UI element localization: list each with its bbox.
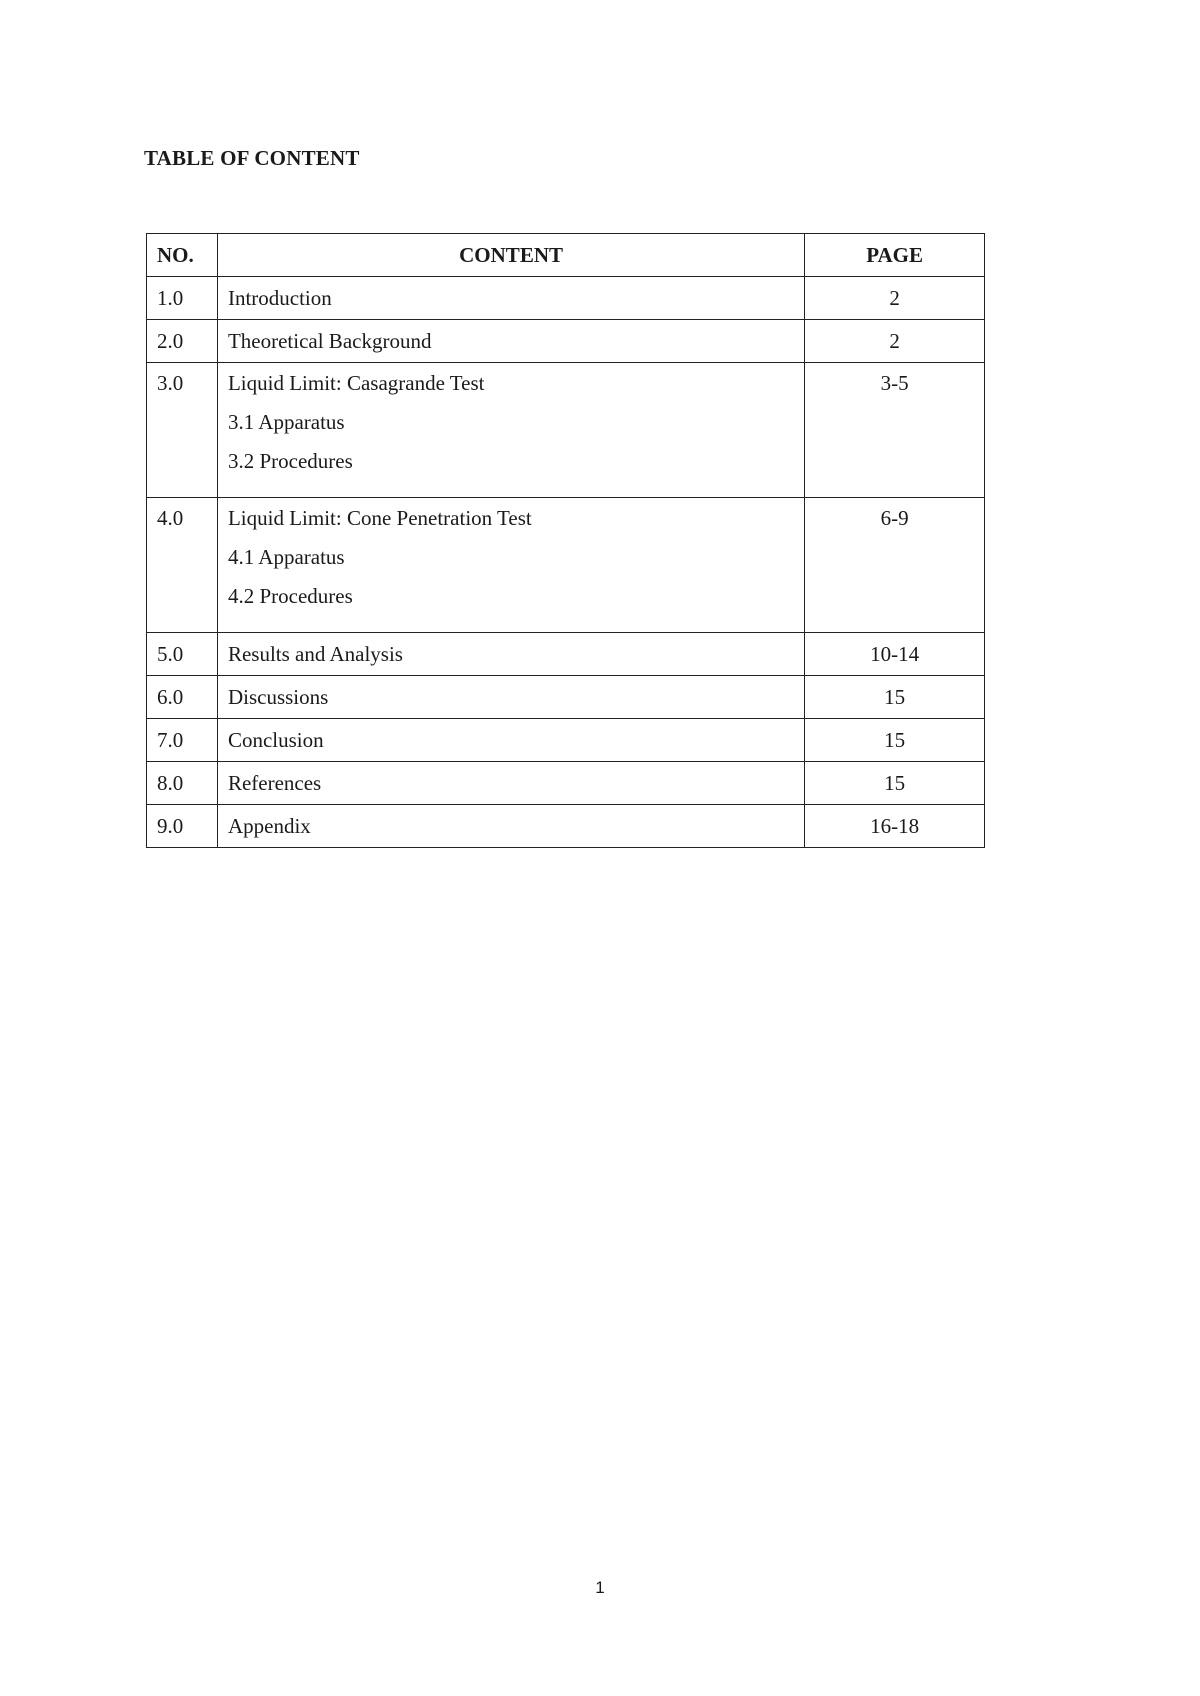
toc-row (147, 762, 985, 805)
toc-table (146, 233, 985, 848)
toc-row (147, 498, 985, 633)
row-content-cell (217, 363, 804, 498)
page-title: TABLE OF CONTENT (144, 146, 360, 170)
row-title: References (217, 762, 804, 805)
row-number: 2.0 (147, 320, 218, 363)
row-title: Conclusion (217, 719, 804, 762)
row-page: 15 (805, 719, 985, 762)
row-page: 2 (805, 320, 985, 363)
row-number: 3.0 (147, 363, 218, 498)
row-page: 15 (805, 676, 985, 719)
row-page: 15 (805, 762, 985, 805)
row-title: Theoretical Background (217, 320, 804, 363)
row-page: 6-9 (805, 498, 985, 633)
header-page: PAGE (805, 234, 985, 277)
row-subsection: 3.1 Apparatus (227, 410, 345, 434)
row-title: Liquid Limit: Cone Penetration Test (227, 506, 532, 530)
row-number: 8.0 (147, 762, 218, 805)
toc-header-row (147, 234, 985, 277)
toc-row (147, 719, 985, 762)
header-no: NO. (147, 234, 218, 277)
row-title: Appendix (217, 805, 804, 848)
row-page: 10-14 (805, 633, 985, 676)
row-title: Liquid Limit: Casagrande Test (227, 371, 485, 395)
row-page: 16-18 (805, 805, 985, 848)
row-subsection: 4.2 Procedures (227, 584, 353, 608)
row-number: 7.0 (147, 719, 218, 762)
toc-row (147, 277, 985, 320)
toc-row (147, 805, 985, 848)
toc-row (147, 676, 985, 719)
header-content: CONTENT (217, 234, 804, 277)
row-number: 6.0 (147, 676, 218, 719)
page-number: 1 (595, 1578, 605, 1597)
row-title: Introduction (217, 277, 804, 320)
row-page: 3-5 (805, 363, 985, 498)
toc-row (147, 363, 985, 498)
toc-row (147, 633, 985, 676)
row-page: 2 (805, 277, 985, 320)
row-title: Results and Analysis (217, 633, 804, 676)
row-number: 1.0 (147, 277, 218, 320)
row-number: 9.0 (147, 805, 218, 848)
row-subsection: 3.2 Procedures (227, 449, 353, 473)
row-subsection: 4.1 Apparatus (227, 545, 345, 569)
row-number: 5.0 (147, 633, 218, 676)
toc-row (147, 320, 985, 363)
row-title: Discussions (217, 676, 804, 719)
row-number: 4.0 (147, 498, 218, 633)
row-content-cell (217, 498, 804, 633)
